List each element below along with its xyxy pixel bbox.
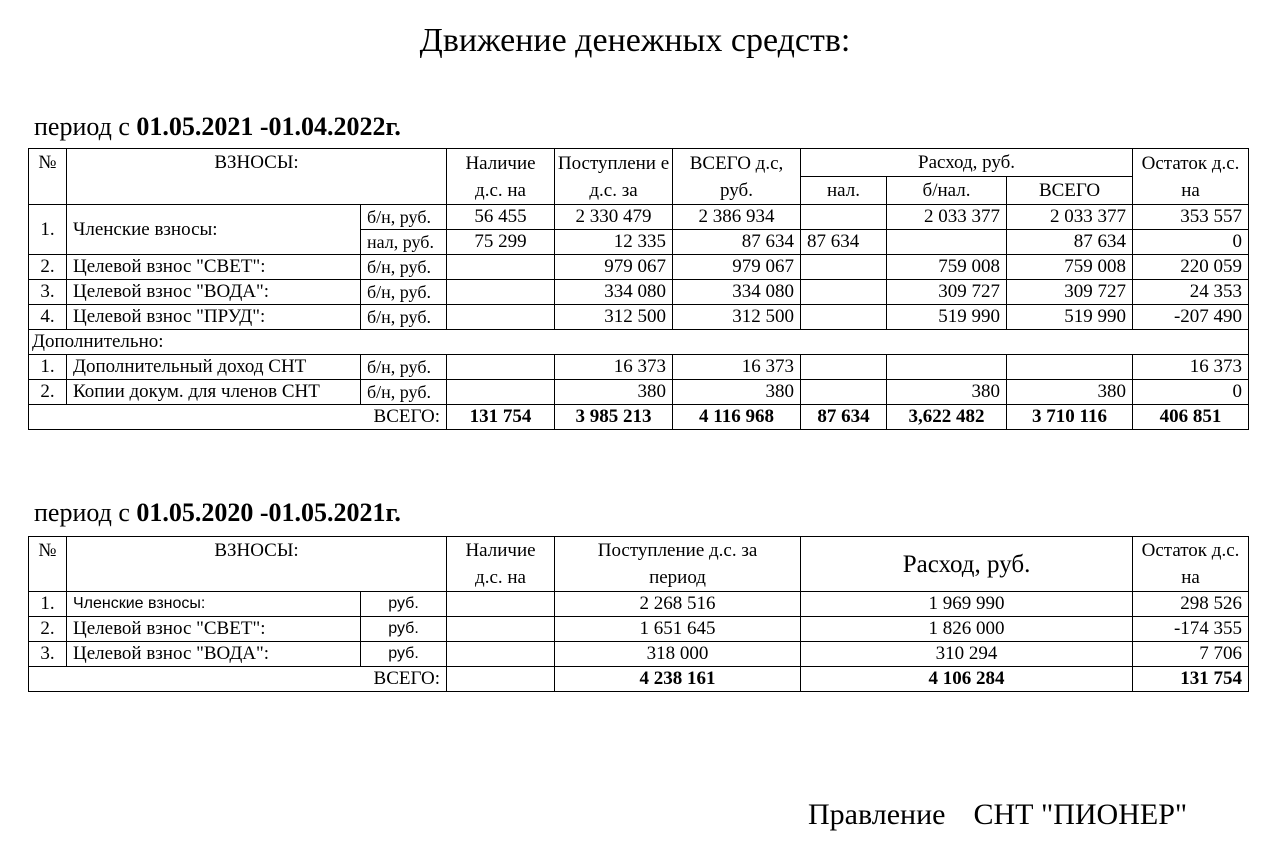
cell-nal: [801, 255, 887, 280]
cell-nalichie: [447, 305, 555, 330]
cell-ostatok: 353 557: [1133, 205, 1249, 230]
row-num: 2.: [29, 617, 67, 642]
cell-rvsego: 519 990: [1007, 305, 1133, 330]
cell-ostatok: -207 490: [1133, 305, 1249, 330]
row-num: 1.: [29, 355, 67, 380]
cell-vsego: 312 500: [673, 305, 801, 330]
cell-nal: [801, 280, 887, 305]
period-2-prefix: период с: [34, 498, 137, 527]
header-postuplenie: Поступлени е д.с. за: [555, 149, 673, 205]
table-row: [29, 592, 1249, 617]
total-ostatok: 131 754: [1133, 667, 1249, 692]
row-name: Членские взносы:: [67, 592, 361, 617]
cell-rashod: 1 969 990: [801, 592, 1133, 617]
row-num: 1.: [29, 205, 67, 255]
cell-rashod: 310 294: [801, 642, 1133, 667]
cell-bnal: 519 990: [887, 305, 1007, 330]
cell-bnal: 380: [887, 380, 1007, 405]
cell-bnal: [887, 230, 1007, 255]
row-num: 2.: [29, 380, 67, 405]
table-row: [29, 205, 1249, 230]
cell-nalichie: [447, 592, 555, 617]
row-unit: руб.: [361, 592, 447, 617]
cell-vsego: 380: [673, 380, 801, 405]
cell-postup: 16 373: [555, 355, 673, 380]
row-unit: б/н, руб.: [361, 305, 447, 330]
cell-ostatok: 0: [1133, 230, 1249, 255]
period-2-range: 01.05.2020 -01.05.2021г.: [136, 498, 401, 527]
cell-ostatok: 24 353: [1133, 280, 1249, 305]
total-row: [29, 667, 1249, 692]
table-row: [29, 642, 1249, 667]
row-name: Целевой взнос "СВЕТ":: [67, 617, 361, 642]
cell-nalichie: [447, 355, 555, 380]
total-rashod: 4 106 284: [801, 667, 1133, 692]
row-name: Целевой взнос "ВОДА":: [67, 642, 361, 667]
cell-rvsego: 309 727: [1007, 280, 1133, 305]
cell-rvsego: 380: [1007, 380, 1133, 405]
cell-postup: 1 651 645: [555, 617, 801, 642]
cell-rvsego: 759 008: [1007, 255, 1133, 280]
cell-postup: 979 067: [555, 255, 673, 280]
total-label: ВСЕГО:: [29, 667, 447, 692]
total-postup: 3 985 213: [555, 405, 673, 430]
row-unit: руб.: [361, 617, 447, 642]
period-1-heading: [34, 112, 401, 142]
total-rvsego: 3 710 116: [1007, 405, 1133, 430]
cell-ostatok: -174 355: [1133, 617, 1249, 642]
cell-nalichie: [447, 617, 555, 642]
document-title: Движение денежных средств:: [419, 22, 851, 59]
total-nalichie: [447, 667, 555, 692]
row-unit: руб.: [361, 642, 447, 667]
cell-nalichie: 56 455: [447, 205, 555, 230]
cell-rvsego: 2 033 377: [1007, 205, 1133, 230]
cell-rashod: 1 826 000: [801, 617, 1133, 642]
table-row: [29, 380, 1249, 405]
cell-vsego: 334 080: [673, 280, 801, 305]
row-unit: б/н, руб.: [361, 255, 447, 280]
section-label: Дополнительно:: [29, 330, 1249, 355]
total-nal: 87 634: [801, 405, 887, 430]
row-name: Копии докум. для членов СНТ: [67, 380, 361, 405]
total-vsego: 4 116 968: [673, 405, 801, 430]
row-unit: б/н, руб.: [361, 280, 447, 305]
header-rashod-nal: нал.: [801, 177, 887, 205]
total-bnal: 3,622 482: [887, 405, 1007, 430]
total-ostatok: 406 851: [1133, 405, 1249, 430]
cell-nal: 87 634: [801, 230, 887, 255]
header-nalichie: Наличие д.с. на: [447, 537, 555, 592]
period-1-prefix: период с: [34, 112, 137, 141]
header-num: №: [29, 537, 67, 592]
cell-vsego: 979 067: [673, 255, 801, 280]
row-name: Целевой взнос "ВОДА":: [67, 280, 361, 305]
cell-postup: 2 330 479: [555, 205, 673, 230]
total-nalichie: 131 754: [447, 405, 555, 430]
cell-postup: 2 268 516: [555, 592, 801, 617]
total-label: ВСЕГО:: [29, 405, 447, 430]
cell-vsego: 87 634: [673, 230, 801, 255]
row-num: 2.: [29, 255, 67, 280]
row-name: Дополнительный доход СНТ: [67, 355, 361, 380]
cell-nal: [801, 355, 887, 380]
cell-vsego: 16 373: [673, 355, 801, 380]
period-1-range: 01.05.2021 -01.04.2022г.: [136, 112, 401, 141]
header-vznosy: ВЗНОСЫ:: [67, 149, 447, 205]
cell-postup: 334 080: [555, 280, 673, 305]
signature-org: СНТ "ПИОНЕР": [973, 798, 1188, 831]
row-num: 3.: [29, 642, 67, 667]
cell-postup: 318 000: [555, 642, 801, 667]
table-row: [29, 355, 1249, 380]
cell-nalichie: 75 299: [447, 230, 555, 255]
period-1-table: [28, 148, 1249, 430]
row-name: Целевой взнос "СВЕТ":: [67, 255, 361, 280]
header-num: №: [29, 149, 67, 205]
period-2-table: [28, 536, 1249, 692]
cell-ostatok: 7 706: [1133, 642, 1249, 667]
cell-ostatok: 0: [1133, 380, 1249, 405]
cell-nal: [801, 305, 887, 330]
table-row: [29, 280, 1249, 305]
header-postuplenie: Поступление д.с. за период: [555, 537, 801, 592]
row-num: 4.: [29, 305, 67, 330]
cell-nal: [801, 380, 887, 405]
table-row: [29, 255, 1249, 280]
signature-board: Правление: [808, 798, 946, 831]
header-rashod: Расход, руб.: [801, 537, 1133, 592]
cell-bnal: 309 727: [887, 280, 1007, 305]
row-unit: б/н, руб.: [361, 380, 447, 405]
header-ostatok: Остаток д.с. на: [1133, 149, 1249, 205]
cell-ostatok: 16 373: [1133, 355, 1249, 380]
cell-postup: 312 500: [555, 305, 673, 330]
section-row-extra: [29, 330, 1249, 355]
header-vznosy: ВЗНОСЫ:: [67, 537, 447, 592]
total-row: [29, 405, 1249, 430]
cell-rvsego: 87 634: [1007, 230, 1133, 255]
header-rashod-vsego: ВСЕГО: [1007, 177, 1133, 205]
header-nalichie: Наличие д.с. на: [447, 149, 555, 205]
header-vsego-ds: ВСЕГО д.с, руб.: [673, 149, 801, 205]
row-name: Членские взносы:: [67, 205, 361, 255]
signature-block: [808, 798, 1215, 832]
header-rashod: Расход, руб.: [801, 149, 1133, 177]
cell-rvsego: [1007, 355, 1133, 380]
row-num: 1.: [29, 592, 67, 617]
cell-ostatok: 298 526: [1133, 592, 1249, 617]
row-num: 3.: [29, 280, 67, 305]
cell-nalichie: [447, 255, 555, 280]
row-unit: б/н, руб.: [361, 355, 447, 380]
row-name: Целевой взнос "ПРУД":: [67, 305, 361, 330]
cell-vsego: 2 386 934: [673, 205, 801, 230]
cell-bnal: [887, 355, 1007, 380]
cell-nalichie: [447, 280, 555, 305]
header-rashod-bnal: б/нал.: [887, 177, 1007, 205]
cell-postup: 12 335: [555, 230, 673, 255]
cell-ostatok: 220 059: [1133, 255, 1249, 280]
header-ostatok: Остаток д.с. на: [1133, 537, 1249, 592]
cell-postup: 380: [555, 380, 673, 405]
table-row: [29, 305, 1249, 330]
cell-bnal: 759 008: [887, 255, 1007, 280]
period-2-heading: [34, 498, 401, 528]
cell-nalichie: [447, 380, 555, 405]
row-unit: б/н, руб.: [361, 205, 447, 230]
cell-nal: [801, 205, 887, 230]
total-postup: 4 238 161: [555, 667, 801, 692]
cell-nalichie: [447, 642, 555, 667]
row-unit: нал, руб.: [361, 230, 447, 255]
cell-bnal: 2 033 377: [887, 205, 1007, 230]
table-row: [29, 617, 1249, 642]
